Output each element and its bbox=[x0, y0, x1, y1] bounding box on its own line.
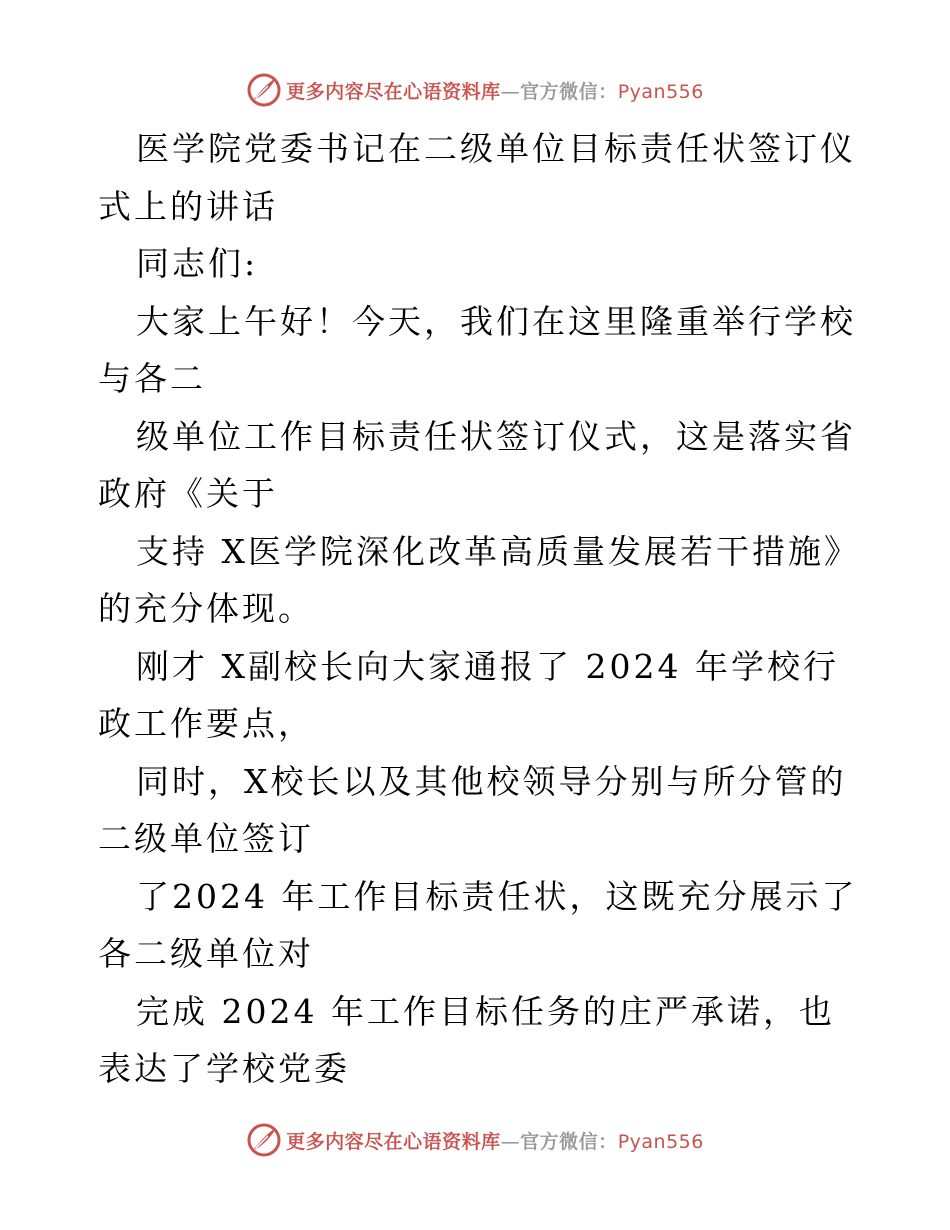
body-paragraph: 刚才 X副校长向大家通报了 2024 年学校行政工作要点， bbox=[98, 646, 839, 743]
watermark-brand: 更多内容尽在心语资料库 bbox=[286, 80, 501, 103]
body-paragraph: 大家上午好！今天，我们在这里隆重举行学校与各二 bbox=[98, 301, 856, 398]
body-paragraph: 同时，X校长以及其他校领导分别与所分管的二级单位签订 bbox=[98, 761, 847, 858]
watermark-wechat-id: Pyan556 bbox=[617, 1130, 704, 1153]
watermark-brand: 更多内容尽在心语资料库 bbox=[286, 1130, 501, 1153]
watermark-official-label: 官方微信： bbox=[520, 80, 618, 103]
footer-watermark bbox=[0, 1120, 950, 1160]
watermark-text bbox=[286, 77, 704, 104]
document-body bbox=[98, 120, 858, 1098]
body-paragraph: 支持 X医学院深化改革高质量发展若干措施》的充分体现。 bbox=[98, 531, 844, 628]
feather-pen-icon bbox=[246, 72, 282, 108]
feather-pen-icon bbox=[246, 1122, 282, 1158]
salutation: 同志们: bbox=[136, 244, 259, 283]
body-paragraph: 了2024 年工作目标责任状，这既充分展示了各二级单位对 bbox=[98, 876, 858, 973]
body-paragraph: 完成 2024 年工作目标任务的庄严承诺，也表达了学校党委 bbox=[98, 991, 835, 1088]
watermark-official-label: 官方微信： bbox=[520, 1130, 618, 1153]
watermark-separator: — bbox=[500, 1130, 521, 1153]
watermark-wechat-id: Pyan556 bbox=[617, 80, 704, 103]
body-paragraph: 级单位工作目标责任状签订仪式，这是落实省政府《关于 bbox=[98, 416, 856, 513]
header-watermark bbox=[0, 70, 950, 110]
document-title: 医学院党委书记在二级单位目标责任状签订仪式上的讲话 bbox=[98, 129, 856, 226]
watermark-text bbox=[286, 1127, 704, 1154]
watermark-separator: — bbox=[500, 80, 521, 103]
